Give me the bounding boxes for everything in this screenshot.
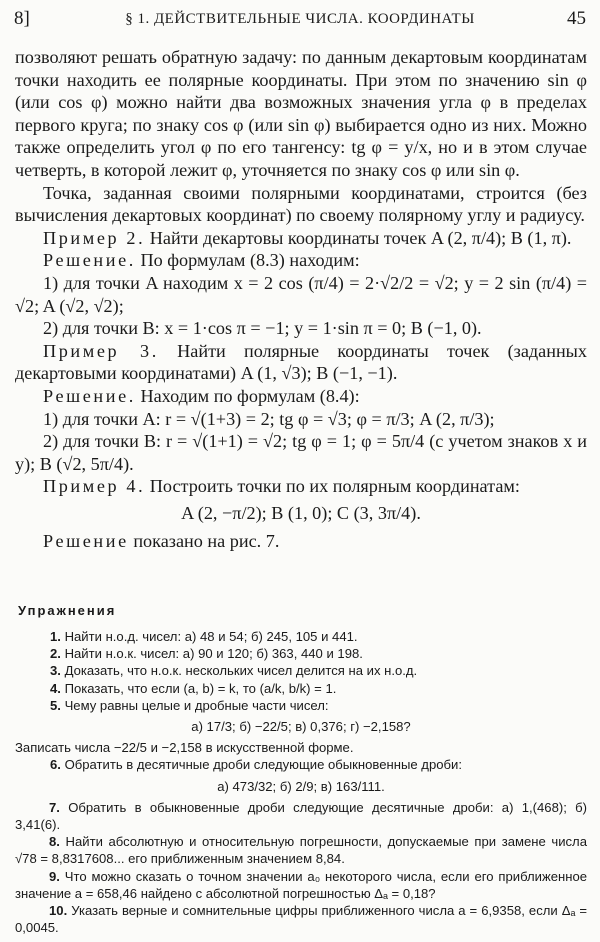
exercise-item [15, 833, 587, 867]
exercise-item [15, 662, 587, 679]
example-4-text: Построить точки по их полярным координатам: [149, 476, 520, 497]
exercise-text: Найти н.о.к. чисел: а) 90 и 120; б) 363, 440 и 198. [64, 646, 363, 662]
exercise-item [15, 628, 587, 645]
example-3 [15, 340, 587, 385]
exercises-heading: Упражнения [18, 603, 117, 618]
solution-2 [15, 249, 587, 272]
solution-2-label: Решение. [43, 250, 136, 271]
solution-3-line-2: 2) для точки B: r = √(1+1) = √2; tg φ = 1; φ = 5π/4 (с учетом знаков x и y); B (√2, 5π/4). [15, 431, 587, 474]
exercise-number: 5. [50, 697, 61, 713]
exercise-text: Показать, что если (a, b) = k, то (a/k, b/k) = 1. [64, 680, 337, 696]
example-4-points: A (2, −π/2); B (1, 0); C (3, 3π/4). [181, 502, 421, 523]
page-number: 45 [567, 8, 586, 29]
exercise-item [15, 756, 587, 773]
solution-4-text: показано на рис. 7. [133, 531, 280, 552]
exercise-number: 3. [50, 663, 61, 679]
exercise-number: 2. [50, 646, 61, 662]
exercise-text: Чему равны целые и дробные части чисел: [64, 697, 329, 713]
main-text [15, 46, 587, 553]
exercise-text: Обратить в десятичные дроби следующие обыкновенные дроби: [64, 757, 462, 773]
exercise-text: Доказать, что н.о.к. нескольких чисел делится на их н.о.д. [64, 663, 418, 679]
exercise-item [15, 645, 587, 662]
exercise-item [15, 697, 587, 714]
example-2 [15, 227, 587, 250]
page-header [14, 8, 586, 38]
running-title: § 1. ДЕЙСТВИТЕЛЬНЫЕ ЧИСЛА. КООРДИНАТЫ [125, 11, 475, 27]
solution-2-line-1: 1) для точки A находим x = 2 cos (π/4) = 2·√2/2 = √2; y = 2 sin (π/4) = √2; A (√2, √2); [15, 272, 587, 316]
exercise-number: 7. [49, 799, 60, 815]
exercise-item [15, 902, 587, 936]
paragraph-polar-inverse: позволяют решать обратную задачу: по данным декартовым координатам точки находить ее полярные координаты. При этом по значению sin φ (или cos φ) можно найти два возможных значения угла φ в пределах первого круга; по знаку cos φ (или sin φ) выбирается одно из них. Можно также определить угол φ по его тангенсу: tg φ = y/x, но и в этом случае четверть, в которой лежит φ, уточняется по знаку cos φ или sin φ. [15, 47, 587, 180]
solution-2-text: По формулам (8.3) находим: [140, 250, 360, 271]
exercise-number: 9. [49, 868, 60, 884]
example-2-label: Пример 2. [43, 227, 146, 248]
exercises-list [15, 628, 587, 936]
exercise-6-options: а) 473/32; б) 2/9; в) 163/111. [217, 778, 385, 794]
exercise-number: 4. [50, 680, 61, 696]
solution-3-line-1: 1) для точки A: r = √(1+3) = 2; tg φ = √3; φ = π/3; A (2, π/3); [43, 408, 495, 429]
example-2-text: Найти декартовы координаты точек A (2, π/4); B (1, π). [149, 227, 572, 248]
solution-3-label: Решение. [43, 385, 136, 406]
exercise-text: Найти абсолютную и относительную погрешности, допускаемые при замене числа √78 = 8,8317608... его приближенным значением 8,84. [15, 834, 587, 867]
solution-2-line-2: 2) для точки B: x = 1·cos π = −1; y = 1·sin π = 0; B (−1, 0). [43, 318, 482, 339]
solution-4 [15, 530, 587, 553]
example-3-text: Найти полярные координаты точек (заданных декартовыми координатами) A (1, √3); B (−1, −1). [15, 340, 587, 384]
exercise-item [15, 680, 587, 697]
exercise-text: Указать верные и сомнительные цифры приближенного числа a = 6,9358, если Δₐ = 0,0045. [15, 903, 588, 936]
example-3-label: Пример 3. [43, 340, 159, 361]
solution-3-text: Находим по формулам (8.4): [140, 385, 360, 406]
exercise-5-tail: Записать числа −22/5 и −2,158 в искусственной форме. [15, 740, 354, 756]
section-marker: 8] [14, 8, 30, 29]
paragraph-polar-construction: Точка, заданная своими полярными координатами, строится (без вычисления декартовых координат) по своему полярному углу и радиусу. [15, 182, 587, 226]
exercise-number: 6. [50, 757, 61, 773]
solution-4-label: Решение [43, 531, 129, 552]
exercise-number: 1. [50, 629, 61, 644]
exercise-text: Что можно сказать о точном значении a₀ некоторого числа, если его приближенное значение a = 658,46 найдено с абсолютной погрешностью Δₐ = 0,18? [15, 868, 588, 901]
example-4 [15, 475, 587, 498]
example-4-label: Пример 4. [43, 476, 146, 497]
exercise-text: Обратить в обыкновенные дроби следующие десятичные дроби: а) 1,(468); б) 3,41(6). [15, 799, 587, 833]
solution-3 [15, 385, 587, 408]
exercise-5-options: а) 17/3; б) −22/5; в) 0,376; г) −2,158? [191, 719, 411, 735]
exercise-number: 8. [49, 834, 60, 850]
exercise-item [15, 868, 587, 902]
exercise-text: Найти н.о.д. чисел: а) 48 и 54; б) 245, 105 и 441. [64, 629, 358, 644]
exercise-number: 10. [49, 903, 68, 919]
exercise-item [15, 799, 587, 833]
